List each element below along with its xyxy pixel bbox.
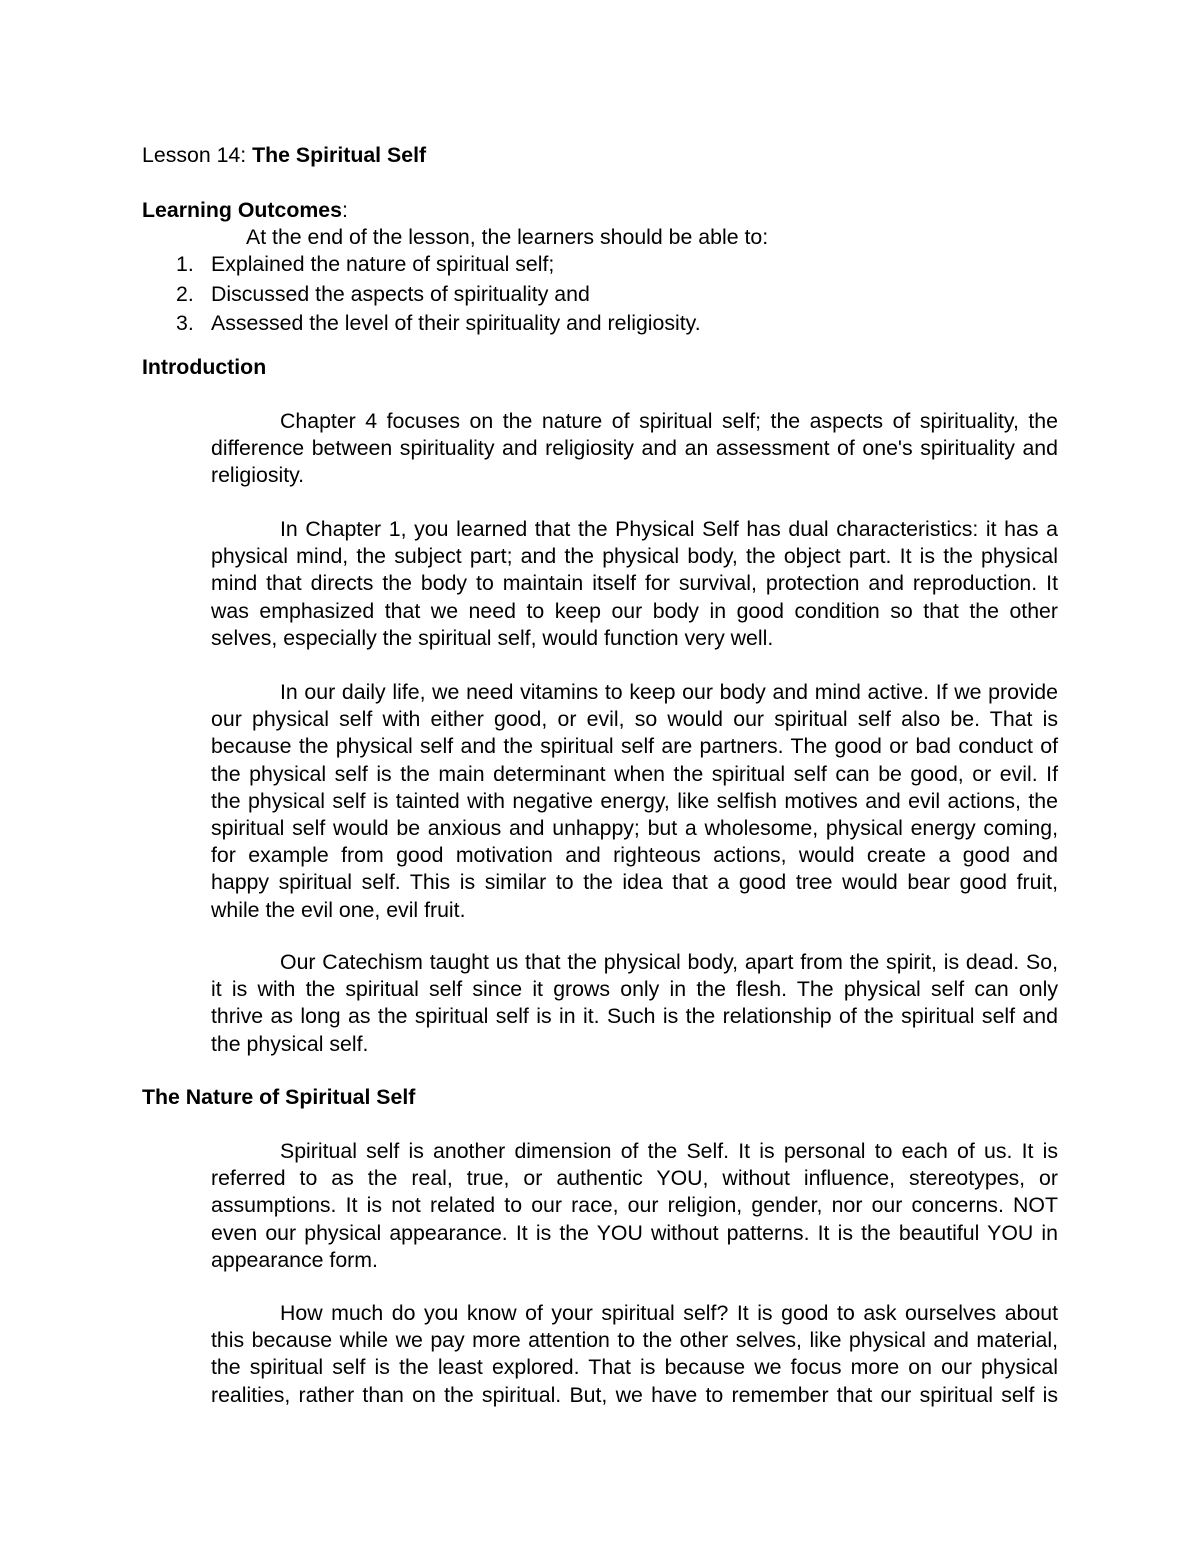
paragraph-line: physical mind, the subject part; and the physical body, the object part. It is the physical — [211, 544, 1058, 569]
learning-outcomes-colon: : — [342, 198, 348, 222]
paragraph-line: How much do you know of your spiritual self? It is good to ask ourselves about — [280, 1301, 1058, 1325]
learning-outcomes-label: Learning Outcomes — [142, 198, 342, 222]
paragraph-line: mind that directs the body to maintain itself for survival, protection and reproduction. It — [211, 571, 1058, 596]
learning-outcomes-heading — [142, 197, 348, 224]
list-item-text: Explained the nature of spiritual self; — [211, 252, 555, 276]
nature-paragraph-1 — [142, 1138, 1058, 1274]
paragraph-line: this because while we pay more attention to the other selves, like physical and material, — [211, 1328, 1058, 1353]
paragraph-line: In our daily life, we need vitamins to keep our body and mind active. If we provide — [280, 680, 1058, 704]
introduction-heading: Introduction — [142, 355, 267, 379]
paragraph-line: it is with the spiritual self since it grows only in the flesh. The physical self can only — [211, 977, 1058, 1002]
learning-outcomes-intro: At the end of the lesson, the learners should be able to: — [246, 225, 769, 249]
paragraph-line: Spiritual self is another dimension of the Self. It is personal to each of us. It is — [280, 1139, 1058, 1163]
lesson-title-text: The Spiritual Self — [252, 143, 427, 167]
paragraph-line: even our physical appearance. It is the YOU without patterns. It is the beautiful YOU in — [211, 1220, 1058, 1245]
paragraph-line: In Chapter 1, you learned that the Physical Self has dual characteristics: it has a — [280, 517, 1058, 541]
paragraph-line: our physical self with either good, or evil, so would our spiritual self also be. That is — [211, 707, 1058, 732]
paragraph-line: difference between spirituality and religiosity and an assessment of one's spirituality and — [211, 436, 1058, 461]
paragraph-line: while the evil one, evil fruit. — [211, 897, 466, 922]
paragraph-line: was emphasized that we need to keep our body in good condition so that the other — [211, 598, 1058, 623]
list-item-text: Discussed the aspects of spirituality and — [211, 281, 590, 306]
paragraph-line: referred to as the real, true, or authentic YOU, without influence, stereotypes, or — [211, 1166, 1058, 1191]
paragraph-line: Our Catechism taught us that the physical body, apart from the spirit, is dead. So, — [280, 950, 1058, 974]
paragraph-line: the physical self is tainted with negative energy, like selfish motives and evil actions, the — [211, 788, 1058, 813]
nature-paragraph-2 — [142, 1300, 1058, 1409]
intro-paragraph-2 — [142, 516, 1058, 652]
list-item-number: 2. — [176, 281, 194, 306]
paragraph-line: religiosity. — [211, 463, 305, 488]
paragraph-line: Chapter 4 focuses on the nature of spiritual self; the aspects of spirituality, the — [280, 409, 1058, 433]
list-item-text: Assessed the level of their spirituality and religiosity. — [211, 311, 701, 335]
nature-heading: The Nature of Spiritual Self — [142, 1085, 416, 1109]
paragraph-line: happy spiritual self. This is similar to the idea that a good tree would bear good fruit, — [211, 870, 1058, 895]
intro-paragraph-3 — [142, 679, 1058, 924]
paragraph-line: the physical self. — [211, 1031, 369, 1056]
paragraph-line: selves, especially the spiritual self, would function very well. — [211, 625, 774, 650]
paragraph-line: spiritual self would be anxious and unhappy; but a wholesome, physical energy coming, — [211, 816, 1058, 841]
paragraph-line: the physical self is the main determinant when the spiritual self can be good, or evil. If — [211, 761, 1058, 786]
paragraph-line: realities, rather than on the spiritual. But, we have to remember that our spiritual self is — [211, 1382, 1058, 1407]
intro-paragraph-1 — [142, 408, 1058, 490]
list-item-number: 1. — [176, 252, 194, 276]
paragraph-line: appearance form. — [211, 1247, 378, 1272]
list-item-number: 3. — [176, 311, 194, 335]
lesson-title — [142, 142, 426, 169]
paragraph-line: because the physical self and the spiritual self are partners. The good or bad conduct of — [211, 734, 1058, 759]
paragraph-line: assumptions. It is not related to our race, our religion, gender, nor our concerns. NOT — [211, 1193, 1058, 1218]
paragraph-line: for example from good motivation and righteous actions, would create a good and — [211, 843, 1058, 868]
paragraph-line: thrive as long as the spiritual self is in it. Such is the relationship of the spiritual self and — [211, 1004, 1058, 1029]
lesson-number: Lesson 14: — [142, 143, 253, 167]
paragraph-line: the spiritual self is the least explored. That is because we focus more on our physical — [211, 1355, 1058, 1380]
intro-paragraph-4 — [142, 949, 1058, 1058]
